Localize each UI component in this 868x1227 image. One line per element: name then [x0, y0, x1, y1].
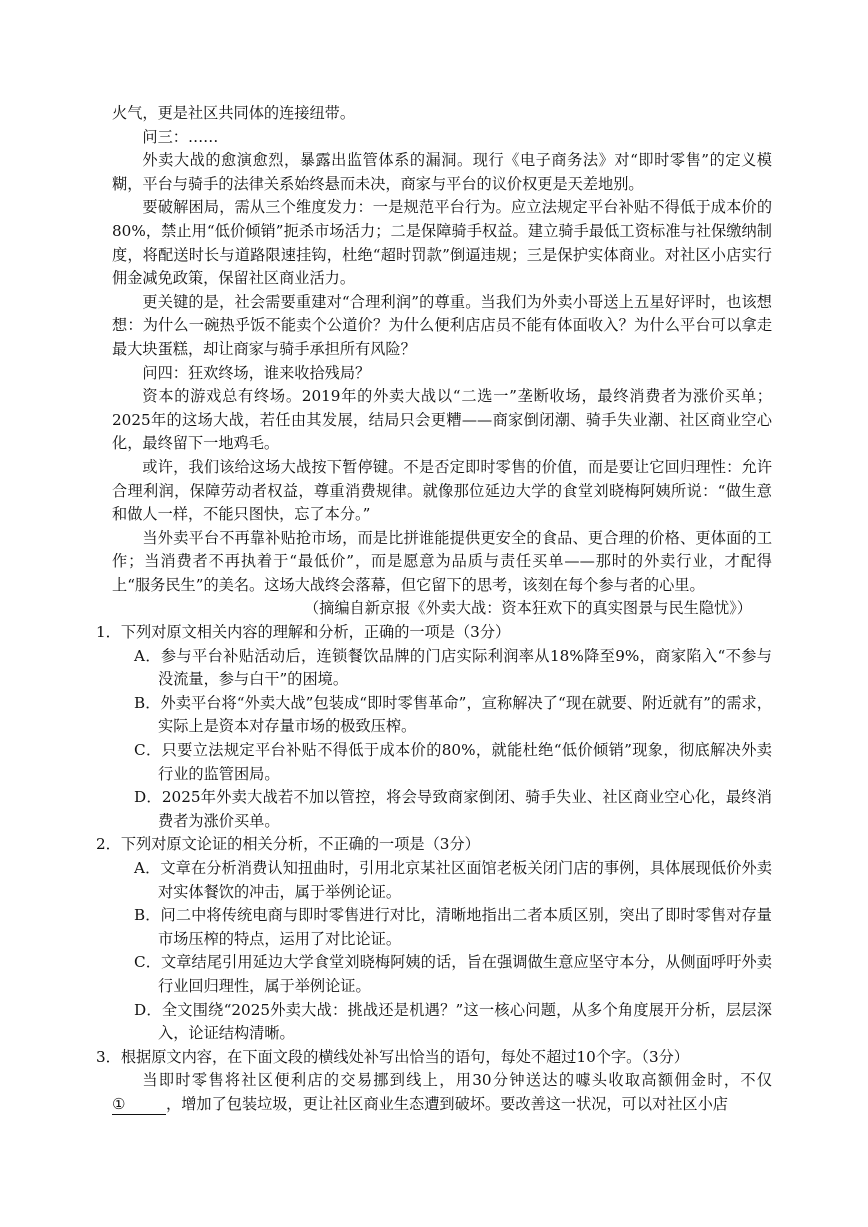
- document-page: [96, 102, 772, 1117]
- question-stem: 2．下列对原文论证的相关分析，不正确的一项是（3分）: [96, 835, 480, 854]
- article-paragraph: 资本的游戏总有终场。2019年的外卖大战以“二选一”垄断收场，最终消费者为涨价买单；2025年的这场大战，若任由其发展，结局只会更糟——商家倒闭潮、骑手失业潮、社区商业空心化，最终留下一地鸡毛。: [112, 387, 772, 453]
- option-b: B．问二中将传统电商与即时零售进行对比，清晰地指出二者本质区别，突出了即时零售对存量市场压榨的特点，运用了对比论证。: [134, 906, 772, 948]
- article-paragraph: 或许，我们该给这场大战按下暂停键。不是否定即时零售的价值，而是要让它回归理性：允许合理利润，保障劳动者权益，尊重消费规律。就像那位延边大学的食堂刘晓梅阿姨所说：“做生意和做人一样，不能只图快，忘了本分。”: [112, 457, 772, 524]
- article-paragraph: 当外卖平台不再靠补贴抢市场，而是比拼谁能提供更安全的食品、更合理的价格、更体面的工作；当消费者不再执着于“最低价”，而是愿意为品质与责任买单——那时的外卖行业，才配得上“服务民生”的美名。这场大战终会落幕，但它留下的思考，该刻在每个参与者的心里。: [112, 528, 772, 594]
- question-1: [96, 621, 772, 833]
- option-c: C．文章结尾引用延边大学食堂刘晓梅阿姨的话，旨在强调做生意应坚守本分，从侧面呼吁外卖行业回归理性，属于举例论证。: [134, 953, 772, 995]
- option-a: A．文章在分析消费认知扭曲时，引用北京某社区面馆老板关闭门店的事例，具体展现低价外卖对实体餐饮的冲击，属于举例论证。: [134, 859, 772, 901]
- article-source: （摘编自新京报《外卖大战：资本狂欢下的真实图景与民生隐忧》）: [303, 599, 752, 618]
- section-heading-q4: 问四：狂欢终场，谁来收拾残局？: [142, 363, 371, 382]
- article-paragraph: 更关键的是，社会需要重建对“合理利润”的尊重。当我们为外卖小哥送上五星好评时，也该想想：为什么一碗热乎饭不能卖个公道价？为什么便利店店员不能有体面收入？为什么平台可以拿走最大块蛋糕，却让商家与骑手承担所有风险？: [112, 292, 772, 358]
- option-b: B．外卖平台将“外卖大战”包装成“即时零售革命”，宣称解决了“现在就要、附近就有”的需求，实际上是资本对存量市场的极致压榨。: [134, 693, 772, 736]
- passage-text: ，增加了包装垃圾，更让社区商业生态遭到破坏。要改善这一状况，可以对社区小店: [166, 1094, 728, 1113]
- answer-blank-1[interactable]: [112, 1095, 166, 1115]
- question-stem: 1．下列对原文相关内容的理解和分析，正确的一项是（3分）: [96, 623, 511, 642]
- article-paragraph: 要破解困局，需从三个维度发力：一是规范平台行为。应立法规定平台补贴不得低于成本价的80%，禁止用“低价倾销”扼杀市场活力；二是保障骑手权益。建立骑手最低工资标准与社保缴纳制度，将配送时长与道路限速挂钩，杜绝“超时罚款”倒逼违规；三是保护实体商业。对社区小店实行佣金减免政策，保留社区商业活力。: [112, 198, 772, 288]
- article-paragraph: 火气，更是社区共同体的连接纽带。: [112, 104, 355, 122]
- option-d: D．全文围绕“2025外卖大战：挑战还是机遇？”这一核心问题，从多个角度展开分析，层层深入，论证结构清晰。: [134, 1000, 772, 1043]
- question-3: [96, 1046, 772, 1117]
- question-stem: 3．根据原文内容，在下面文段的横线处补写出恰当的语句，每处不超过10个字。（3分）: [96, 1047, 689, 1066]
- section-heading-q3: 问三：……: [142, 127, 219, 146]
- passage-text: 当即时零售将社区便利店的交易挪到线上，用30分钟送达的噱头收取高额佣金时，不仅: [142, 1071, 772, 1090]
- article-paragraph: 外卖大战的愈演愈烈，暴露出监管体系的漏洞。现行《电子商务法》对“即时零售”的定义模糊，平台与骑手的法律关系始终悬而未决，商家与平台的议价权更是天差地别。: [112, 151, 772, 193]
- option-a: A．参与平台补贴活动后，连锁餐饮品牌的门店实际利润率从18%降至9%，商家陷入“不参与没流量，参与白干”的困境。: [134, 646, 772, 689]
- blank-number: ①: [112, 1094, 126, 1113]
- option-d: D．2025年外卖大战若不加以管控，将会导致商家倒闭、骑手失业、社区商业空心化，最终消费者为涨价买单。: [134, 788, 772, 830]
- question-2: [96, 833, 772, 1045]
- option-c: C．只要立法规定平台补贴不得低于成本价的80%，就能杜绝“低价倾销”现象，彻底解决外卖行业的监管困局。: [134, 741, 772, 783]
- fill-in-passage: [112, 1069, 772, 1116]
